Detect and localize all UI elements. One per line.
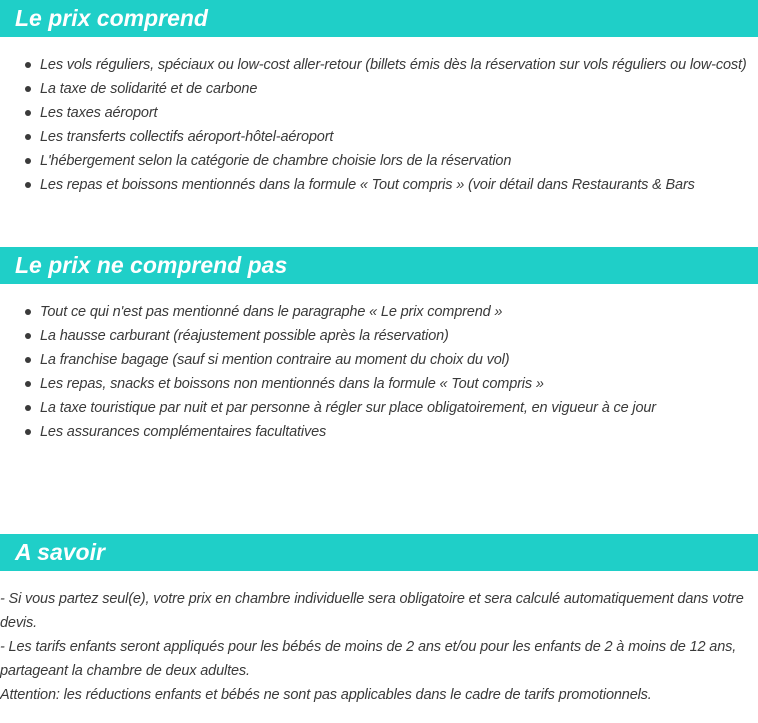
excluded-list [0, 300, 656, 444]
list-item: La hausse carburant (réajustement possible après la réservation) [0, 324, 656, 348]
note-line: - Les tarifs enfants seront appliqués pour les bébés de moins de 2 ans et/ou pour les enfants de 2 à moins de 12 ans, [0, 639, 737, 655]
note-line: Attention: les réductions enfants et bébés ne sont pas applicables dans le cadre de tarifs promotionnels. [0, 687, 652, 703]
good-to-know-text [0, 587, 758, 707]
list-item: La taxe de solidarité et de carbone [0, 77, 747, 101]
section-header-included [0, 0, 758, 37]
list-item: L'hébergement selon la catégorie de chambre choisie lors de la réservation [0, 149, 747, 173]
section-title-included: Le prix comprend [15, 5, 208, 31]
section-header-good-to-know [0, 534, 758, 571]
section-title-good-to-know: A savoir [15, 539, 105, 565]
list-item: Les repas, snacks et boissons non mentionnés dans la formule « Tout compris » [0, 372, 656, 396]
section-header-excluded [0, 247, 758, 284]
list-item: La franchise bagage (sauf si mention contraire au moment du choix du vol) [0, 348, 656, 372]
list-item: Les assurances complémentaires facultatives [0, 420, 656, 444]
note-line: - Si vous partez seul(e), votre prix en chambre individuelle sera obligatoire et sera calculé automatiquement dans votre [0, 591, 744, 607]
list-item: Les repas et boissons mentionnés dans la formule « Tout compris » (voir détail dans Restaurants & Bars [0, 173, 747, 197]
list-item: Les vols réguliers, spéciaux ou low-cost aller-retour (billets émis dès la réservation sur vols réguliers ou low-cost) [0, 53, 747, 77]
list-item: Tout ce qui n'est pas mentionné dans le paragraphe « Le prix comprend » [0, 300, 656, 324]
note-line: partageant la chambre de deux adultes. [0, 663, 250, 679]
section-title-excluded: Le prix ne comprend pas [15, 252, 288, 278]
list-item: La taxe touristique par nuit et par personne à régler sur place obligatoirement, en vigueur à ce jour [0, 396, 656, 420]
note-line: devis. [0, 615, 37, 631]
list-item: Les transferts collectifs aéroport-hôtel-aéroport [0, 125, 747, 149]
list-item: Les taxes aéroport [0, 101, 747, 125]
included-list [0, 53, 747, 197]
